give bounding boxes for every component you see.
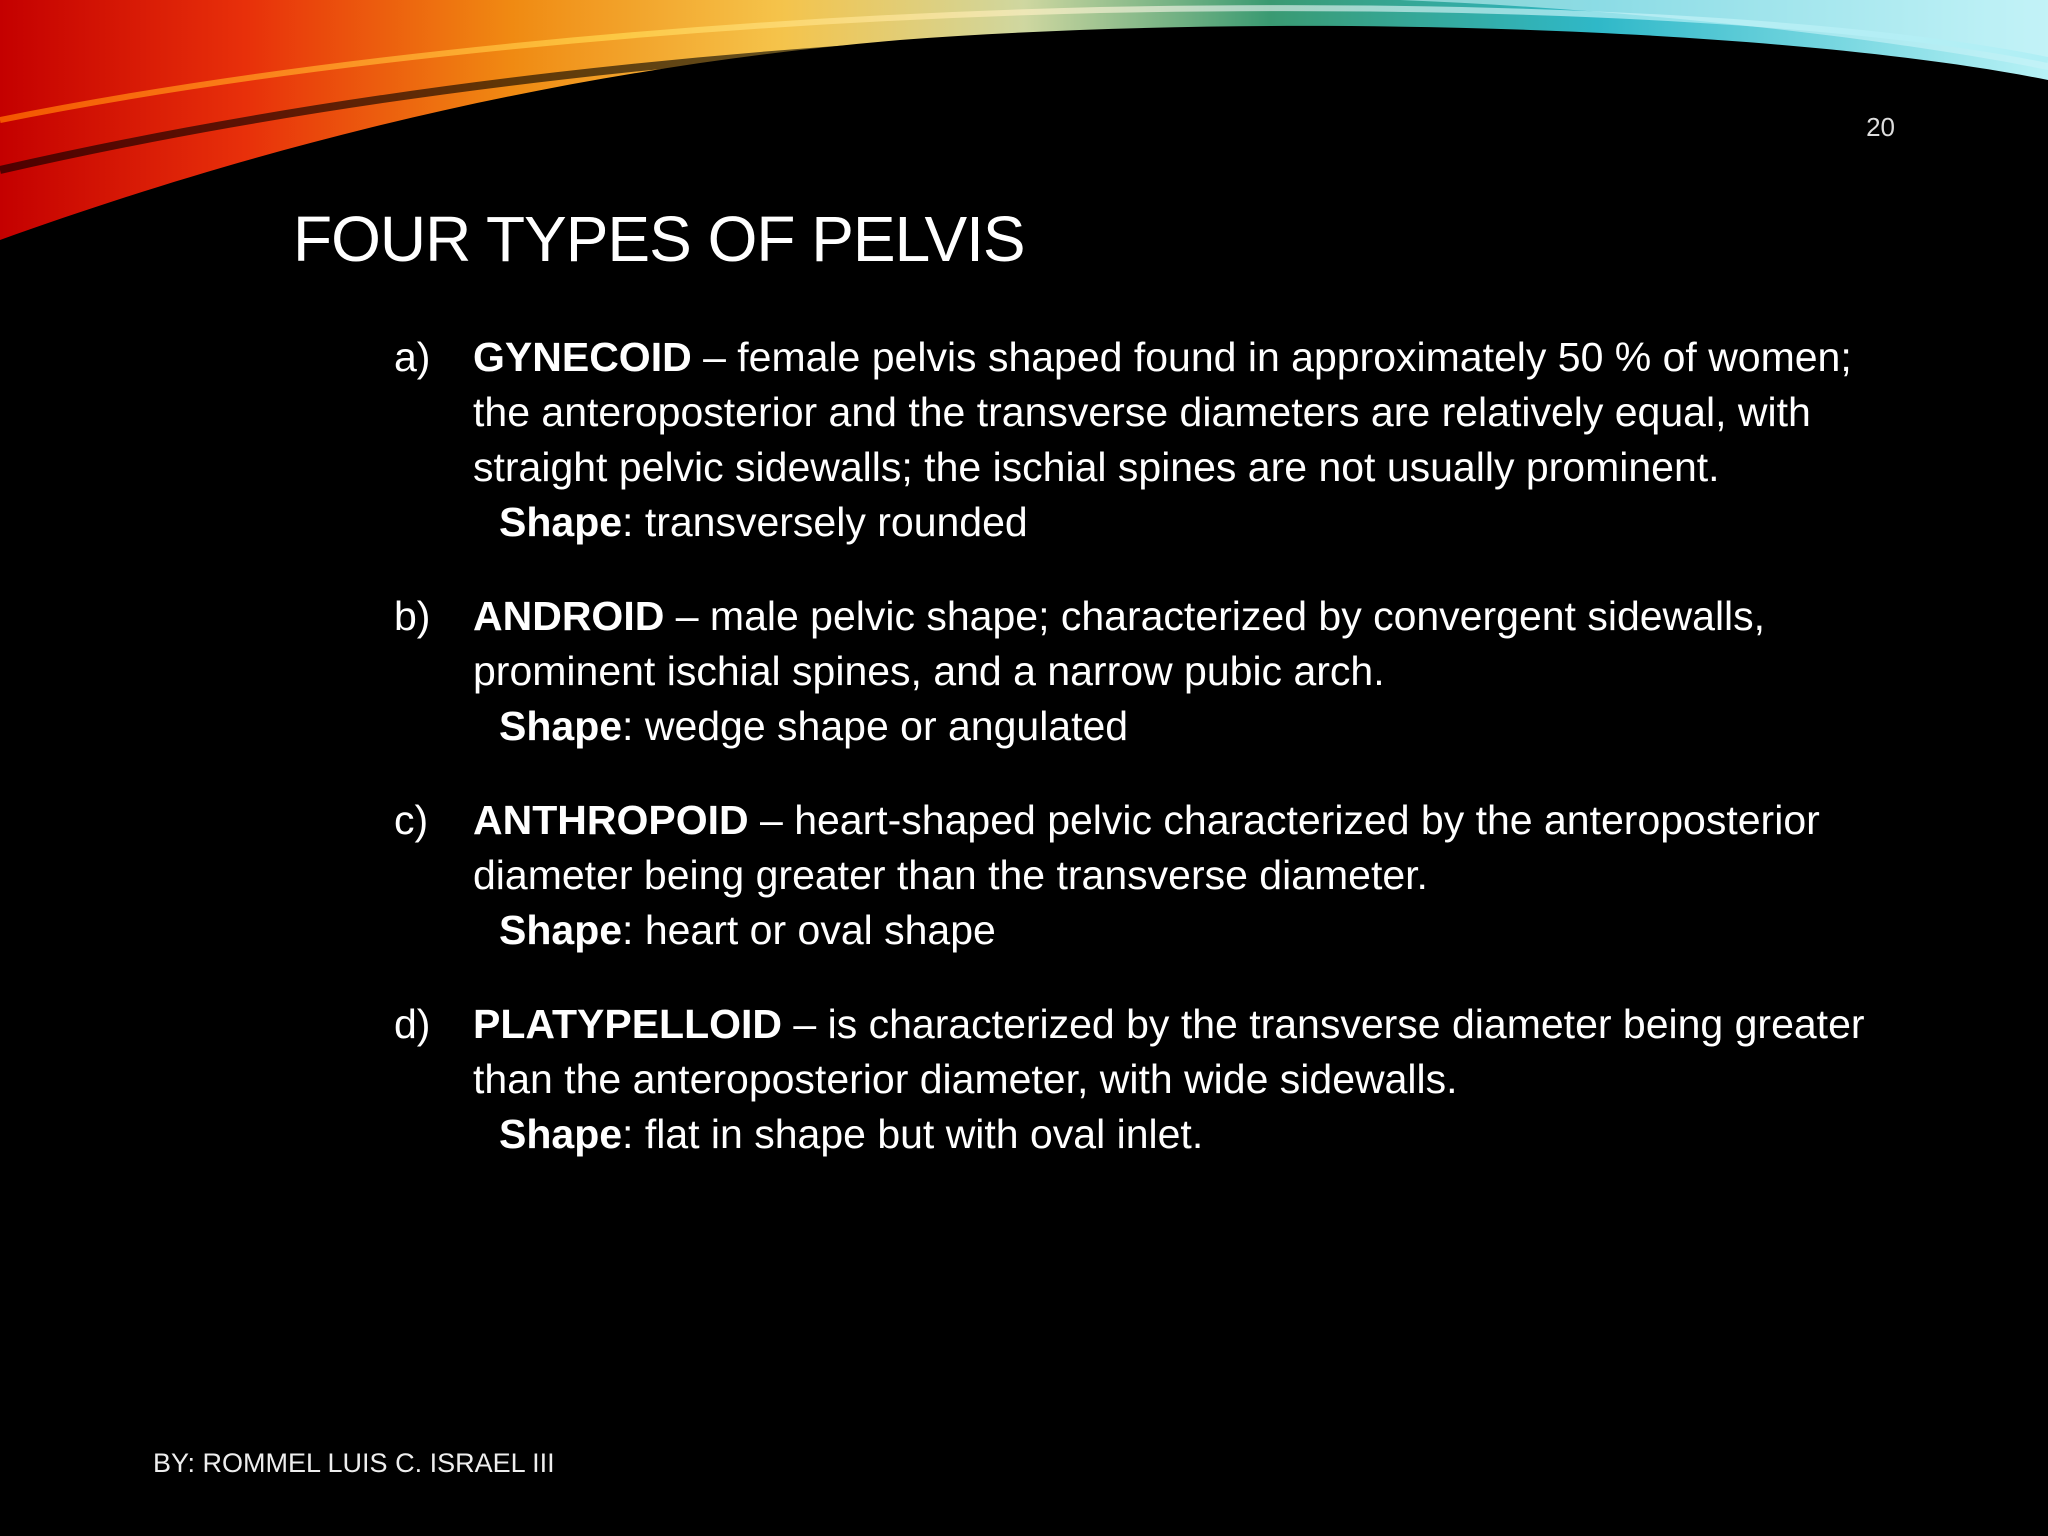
author-footer: BY: ROMMEL LUIS C. ISRAEL III [153,1448,555,1478]
shape-label: Shape [499,1111,623,1157]
slide-number: 20 [1866,112,1895,142]
item-shape [473,903,1874,958]
item-description: – heart-shaped pelvic characterized by the anteroposterior diameter being greater than the transverse diameter. [473,797,1820,898]
item-shape [473,699,1874,754]
list-item-gynecoid [394,330,1874,550]
item-name: GYNECOID [473,334,692,380]
shape-label: Shape [499,907,623,953]
item-description: – is characterized by the transverse diameter being greater than the anteroposterior diameter, with wide sidewalls. [473,1001,1865,1102]
list-item-android [394,589,1874,754]
shape-text: : flat in shape but with oval inlet. [622,1111,1204,1157]
item-name: ANTHROPOID [473,797,749,843]
shape-text: : heart or oval shape [622,907,996,953]
pelvis-types-list [394,330,1874,1201]
item-marker: a) [394,334,431,380]
list-item-anthropoid [394,793,1874,958]
item-body [473,797,1820,898]
item-description: – female pelvis shaped found in approximately 50 % of women; the anteroposterior and the transverse diameters are relatively equal, with straight pelvic sidewalls; the ischial spines are not usually prominent. [473,334,1852,490]
shape-label: Shape [499,499,623,545]
shape-label: Shape [499,703,623,749]
item-marker: c) [394,797,429,843]
item-shape [473,495,1874,550]
item-description: – male pelvic shape; characterized by convergent sidewalls, prominent ischial spines, and a narrow pubic arch. [473,593,1766,694]
list-item-platypelloid [394,997,1874,1162]
shape-text: : wedge shape or angulated [622,703,1129,749]
item-marker: b) [394,593,431,639]
slide-title: FOUR TYPES OF PELVIS [293,203,1025,275]
item-name: ANDROID [473,593,665,639]
item-body [473,593,1765,694]
item-marker: d) [394,1001,431,1047]
item-shape [473,1107,1874,1162]
item-body [473,334,1852,490]
shape-text: : transversely rounded [622,499,1028,545]
item-name: PLATYPELLOID [473,1001,783,1047]
item-body [473,1001,1865,1102]
